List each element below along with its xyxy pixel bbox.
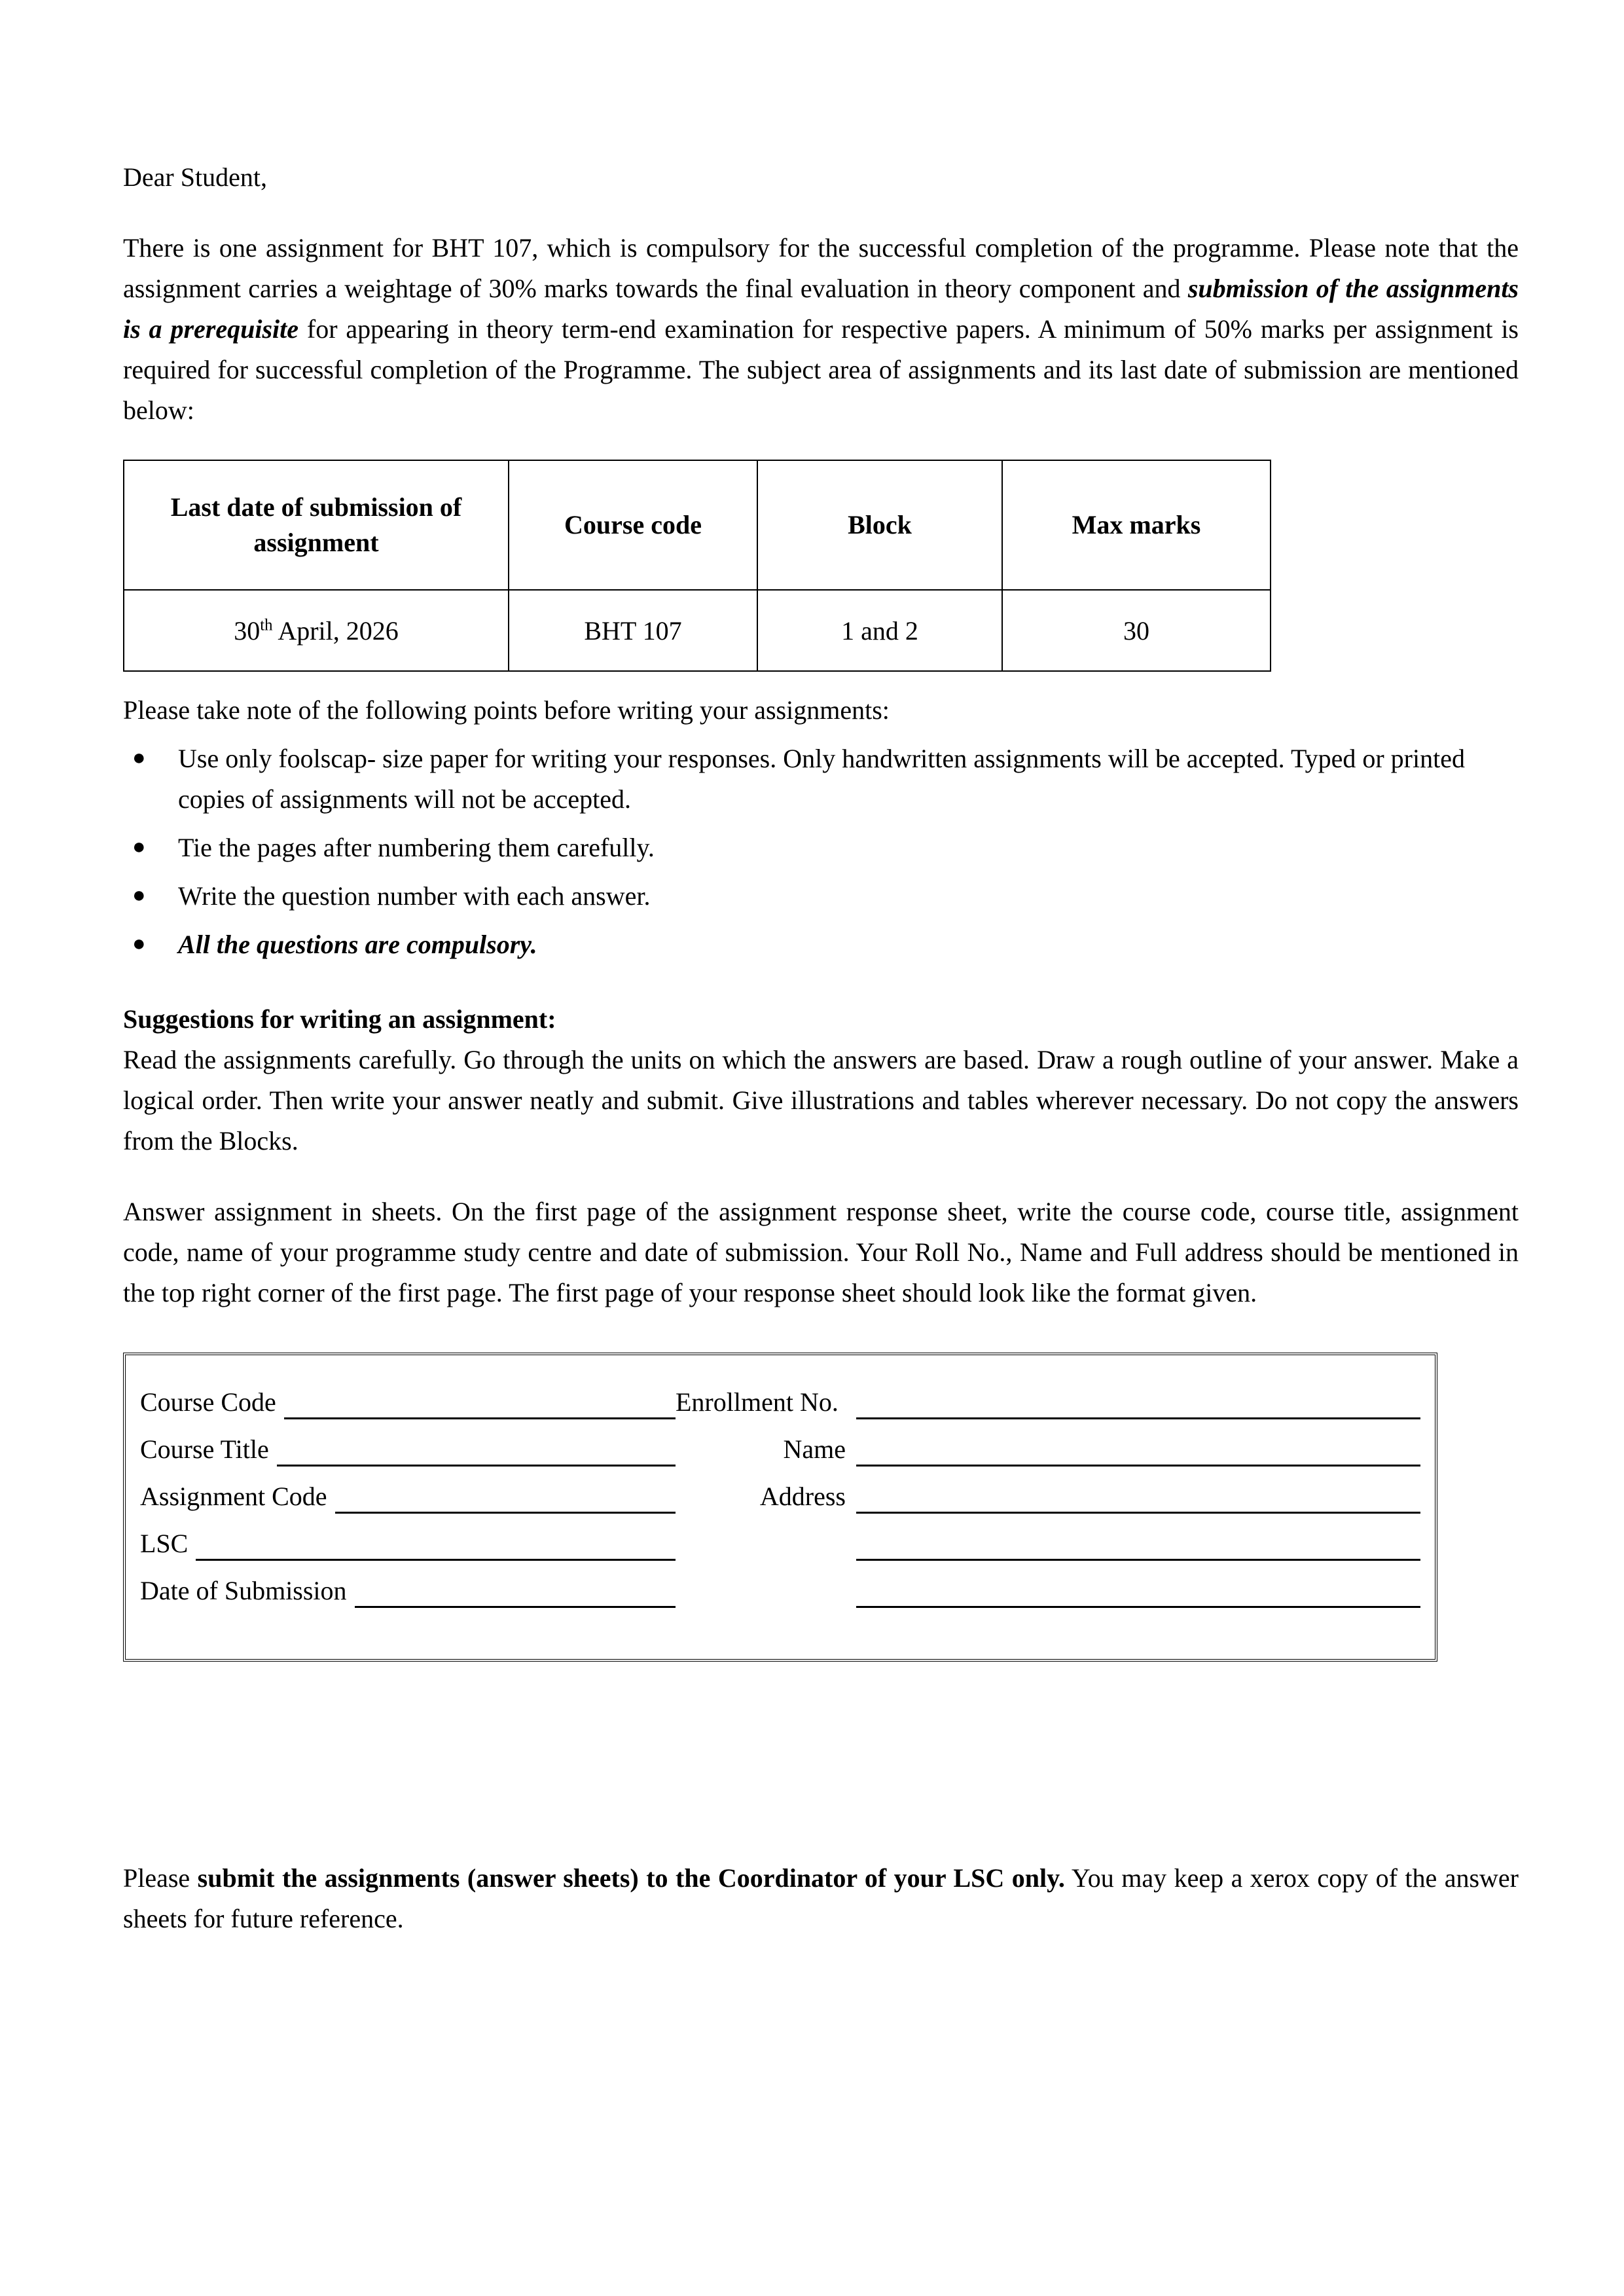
notes-list [123,738,1519,965]
answer-format-paragraph: Answer assignment in sheets. On the first page of the assignment response sheet, write the course code, course title, assignment code, name of your programme study centre and date of submission. Your Roll No., Name and Full address should be mentioned in the top right corner of the first page. The first page of your response sheet should look like the format given. [123,1197,1519,1307]
cell-max-marks: 30 [1002,590,1271,671]
date-ordinal-suffix: th [260,616,273,634]
cell-last-date [124,590,509,671]
list-item-label: Write the question number with each answer. [178,881,651,911]
closing-paragraph [123,1858,1519,1939]
form-left-assignment-code [126,1482,676,1514]
bullet-icon: ● [132,883,146,907]
form-left-lsc [126,1529,676,1561]
intro-emphasis: submission of the assignments is a prerequisite [123,274,1519,344]
table-header-row [124,460,1271,590]
address-line2-label [676,1558,846,1561]
form-right-enrollment [676,1388,1435,1419]
address-line3-label-box [676,1605,847,1608]
list-item-label: Use only foolscap- size paper for writing your responses. Only handwritten assignments will be accepted. Typed or printed copies of assignments will not be accepted. [178,744,1465,814]
intro-part1: There is one assignment for BHT 107, which is compulsory for the successful completion of the programme. Please note that the assignment carries a weightage of 30% marks towards the final evaluation in theory component and [123,233,1519,303]
closing-emphasis: submit the assignments (answer sheets) to the Coordinator of your LSC only. [197,1863,1065,1893]
date-of-submission-input[interactable] [355,1580,676,1608]
name-input[interactable] [856,1438,1420,1467]
list-item [123,924,1519,965]
address-line2-input[interactable] [856,1533,1420,1561]
address-line3-input-wrap [856,1580,1420,1608]
name-input-wrap [856,1438,1420,1467]
form-left-course-code [126,1388,676,1419]
name-label: Name [783,1434,846,1464]
course-title-label: Course Title [140,1434,269,1464]
list-item-label: Tie the pages after numbering them carefully. [178,833,655,862]
header-course-code: Course code [509,460,757,590]
list-item-label: All the questions are compulsory. [178,930,537,959]
list-item [123,738,1519,820]
list-item [123,876,1519,917]
list-item [123,828,1519,868]
assignment-code-label: Assignment Code [140,1482,327,1511]
form-left-date-of-submission [126,1576,676,1608]
course-code-label: Course Code [140,1387,276,1417]
suggestions-heading: Suggestions for writing an assignment: [123,1004,556,1034]
document-content [123,157,1519,1939]
response-sheet-format-box [123,1353,1437,1662]
header-last-date: Last date of submission of assignment [124,460,509,590]
table-row [124,590,1271,671]
bullet-icon: ● [132,746,146,770]
bullet-icon: ● [132,932,146,956]
enrollment-no-input[interactable] [856,1391,1420,1419]
address-label: Address [759,1482,846,1511]
form-right-address-line3 [676,1580,1435,1608]
intro-paragraph [123,228,1519,431]
header-max-marks: Max marks [1002,460,1271,590]
closing-part2: You may keep a xerox copy of the answer sheets for future reference. [123,1863,1519,1933]
form-row-course-code [126,1372,1435,1419]
form-right-name [676,1435,1435,1467]
course-code-input[interactable] [284,1391,676,1419]
form-right-address-line2 [676,1533,1435,1561]
course-title-input[interactable] [277,1438,676,1467]
date-suffix: April, 2026 [272,615,399,646]
date-prefix: 30 [234,615,261,646]
bullet-icon: ● [132,835,146,859]
address-line3-label [676,1605,846,1608]
header-block: Block [757,460,1002,590]
date-of-submission-label: Date of Submission [140,1576,347,1605]
closing-part1: Please [123,1863,198,1893]
form-right-address [676,1482,1435,1514]
intro-part2: for appearing in theory term-end examination for respective papers. A minimum of 50% marks per assignment is required for successful completion of the Programme. The subject area of assignments and its last date of submission are mentioned below: [123,314,1519,425]
salutation: Dear Student, [123,162,267,192]
enrollment-no-label: Enrollment No. [676,1387,839,1417]
form-left-course-title [126,1435,676,1467]
form-row-lsc [126,1514,1435,1561]
address-input-wrap [856,1485,1420,1514]
address-line3-input[interactable] [856,1580,1420,1608]
assignment-code-input[interactable] [335,1485,676,1514]
form-row-assignment-code [126,1467,1435,1514]
address-line2-input-wrap [856,1533,1420,1561]
address-line2-label-box [676,1558,847,1561]
notes-intro: Please take note of the following points before writing your assignments: [123,695,890,725]
cell-block: 1 and 2 [757,590,1002,671]
enrollment-label-box [676,1388,847,1419]
form-row-course-title [126,1419,1435,1467]
suggestions-body: Read the assignments carefully. Go through the units on which the answers are based. Draw a rough outline of your answer. Make a logical order. Then write your answer neatly and submit. Give illustrations and tables wherever necessary. Do not copy the answers from the Blocks. [123,1045,1519,1156]
lsc-input[interactable] [196,1533,676,1561]
form-row-date-of-submission [126,1561,1435,1608]
enrollment-input-wrap [856,1391,1420,1419]
assignment-info-table [123,460,1271,672]
address-label-box [676,1482,847,1514]
cell-course-code: BHT 107 [509,590,757,671]
address-input[interactable] [856,1485,1420,1514]
lsc-label: LSC [140,1529,189,1558]
name-label-box [676,1435,847,1467]
